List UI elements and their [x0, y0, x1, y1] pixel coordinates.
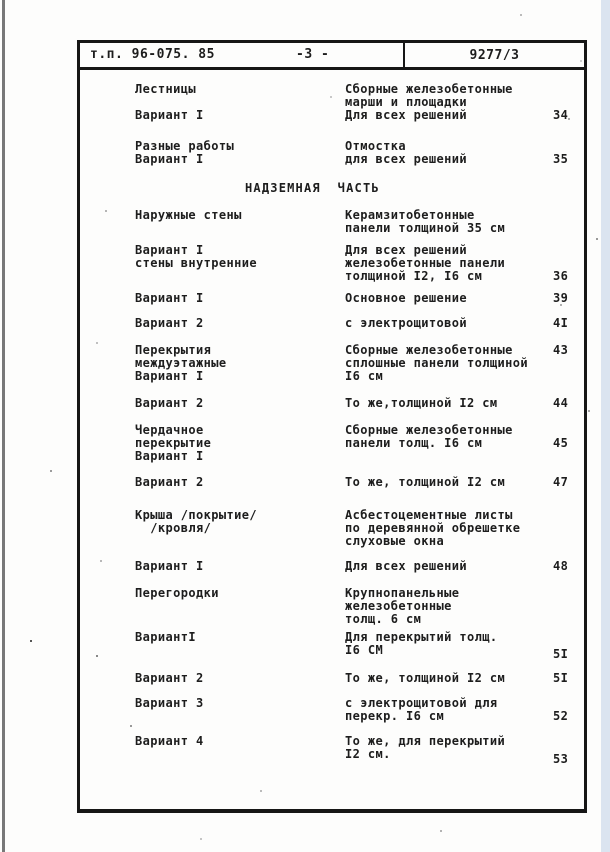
toc-item-page-number: 44	[553, 396, 569, 410]
toc-item-page-number: 5I	[553, 647, 569, 661]
toc-item-name-line: Разные работы	[135, 139, 235, 153]
toc-item-name	[135, 292, 345, 305]
toc-row	[135, 292, 584, 305]
toc-item-name-line: Вариант I	[135, 369, 204, 383]
toc-row	[135, 83, 584, 122]
document-frame	[77, 40, 587, 813]
toc-item-name	[135, 697, 345, 710]
toc-item-description-line: Для всех решений	[345, 243, 467, 257]
title-block-header	[80, 43, 584, 70]
toc-item-description	[345, 83, 553, 122]
toc-item-description	[345, 476, 553, 489]
toc-item-description	[345, 244, 553, 283]
toc-item-name-line: Вариант I	[135, 559, 204, 573]
toc-item-description-line: сплошные панели толщиной	[345, 356, 528, 370]
title-block-right-cell	[405, 43, 584, 67]
title-block-left-cell	[80, 43, 405, 67]
toc-row	[135, 631, 584, 661]
toc-item-name-line: Вариант I	[135, 291, 204, 305]
toc-row	[135, 476, 584, 489]
toc-item-page-number: 45	[553, 436, 569, 450]
toc-item-page-col	[553, 140, 600, 166]
toc-item-page-col	[553, 476, 600, 489]
toc-item-page-number: 47	[553, 475, 569, 489]
toc-item-page-number: 4I	[553, 316, 569, 330]
toc-item-description-line: Сборные железобетонные	[345, 82, 513, 96]
toc-item-description-line: Основное решение	[345, 291, 467, 305]
document-code: т.п. 96-075. 85	[90, 47, 215, 62]
toc-item-page-number: 34	[553, 108, 569, 122]
toc-item-page-col	[553, 244, 600, 283]
toc-item-name-line: Вариант 2	[135, 671, 204, 685]
toc-item-page-number: 35	[553, 152, 569, 166]
toc-item-name-line: Вариант I	[135, 108, 204, 122]
toc-item-description	[345, 672, 553, 685]
toc-item-description-line: марши и площадки	[345, 95, 467, 109]
toc-item-description-line: То же, для перекрытий	[345, 734, 506, 748]
toc-item-description-line: железобетонные панели	[345, 256, 506, 270]
scan-edge-line	[2, 0, 5, 852]
toc-item-description	[345, 424, 553, 450]
toc-item-page-number: 5I	[553, 671, 569, 685]
toc-item-description-line: панели толщиной 35 см	[345, 221, 506, 235]
toc-item-page-number: 48	[553, 559, 569, 573]
toc-item-description-line: Отмостка	[345, 139, 406, 153]
toc-item-name-line: Лестницы	[135, 82, 196, 96]
toc-item-page-col	[553, 83, 600, 122]
toc-item-page-col	[553, 292, 600, 305]
toc-item-description	[345, 317, 553, 330]
toc-item-page-col	[553, 631, 600, 661]
toc-item-description-line: железобетонные	[345, 599, 452, 613]
toc-item-name	[135, 424, 345, 463]
toc-item-name-line: стены внутренние	[135, 256, 257, 270]
toc-item-description-line: Сборные железобетонные	[345, 343, 513, 357]
toc-item-name	[135, 631, 345, 644]
toc-item-page-number: 43	[553, 343, 569, 357]
toc-item-name-line: Чердачное	[135, 423, 204, 437]
toc-item-description	[345, 631, 553, 657]
toc-row	[135, 317, 584, 330]
toc-item-name-line: Вариант I	[135, 449, 204, 463]
toc-item-description	[345, 344, 553, 383]
toc-item-description-line: для всех решений	[345, 152, 467, 166]
toc-row	[135, 560, 584, 573]
toc-item-name-line: Вариант 2	[135, 316, 204, 330]
toc-item-name-line: Крыша /покрытие/	[135, 508, 257, 522]
toc-item-page-col	[553, 697, 600, 723]
toc-item-description	[345, 735, 553, 761]
toc-item-description-line: Для всех решений	[345, 108, 467, 122]
toc-item-page-col	[553, 672, 600, 685]
toc-item-description-line: Асбестоцементные листы	[345, 508, 513, 522]
toc-item-page-col	[553, 560, 600, 573]
toc-item-description-line: То же,толщиной I2 см	[345, 396, 498, 410]
toc-item-name	[135, 140, 345, 166]
toc-item-name	[135, 735, 345, 748]
scan-noise	[0, 0, 2, 2]
toc-item-description-line: слуховые окна	[345, 534, 445, 548]
toc-row	[135, 140, 584, 166]
toc-item-name-line: перекрытие	[135, 436, 212, 450]
toc-row	[135, 209, 584, 235]
toc-item-description-line: перекр. I6 см	[345, 709, 445, 723]
toc-item-description-line: I6 см	[345, 369, 384, 383]
toc-row	[135, 397, 584, 410]
toc-item-name-line: Вариант 4	[135, 734, 204, 748]
toc-row	[135, 244, 584, 283]
toc-item-description-line: с электрощитовой для	[345, 696, 498, 710]
toc-item-name-line: Перекрытия	[135, 343, 212, 357]
toc-item-page-number: 53	[553, 752, 569, 766]
toc-item-name-line: Вариант I	[135, 152, 204, 166]
section-title: НАДЗЕМНАЯ ЧАСТЬ	[245, 181, 380, 195]
toc-item-page-col	[553, 317, 600, 330]
toc-item-description	[345, 509, 553, 548]
toc-item-name	[135, 244, 345, 270]
toc-item-name-line: Перегородки	[135, 586, 219, 600]
toc-item-description	[345, 697, 553, 723]
toc-item-description	[345, 560, 553, 573]
toc-item-description-line: панели толщ. I6 см	[345, 436, 483, 450]
toc-item-name-line: Вариант 2	[135, 475, 204, 489]
toc-item-page-col	[553, 735, 600, 766]
toc-item-name-line: междуэтажные	[135, 356, 227, 370]
toc-item-name-line: Вариант 2	[135, 396, 204, 410]
toc-item-name	[135, 83, 345, 122]
toc-item-description-line: Для всех решений	[345, 559, 467, 573]
toc-item-description-line: толщиной I2, I6 см	[345, 269, 483, 283]
page-number: -3 -	[296, 47, 330, 62]
toc-item-description-line: I2 см.	[345, 747, 391, 761]
toc-row	[135, 697, 584, 723]
toc-row	[135, 509, 584, 548]
toc-item-name-line: Вариант I	[135, 243, 204, 257]
toc-item-description-line: Керамзитобетонные	[345, 208, 475, 222]
toc-item-description-line: Для перекрытий толщ.	[345, 630, 498, 644]
toc-item-name-line: Наружные стены	[135, 208, 242, 222]
toc-row	[135, 344, 584, 383]
toc-row	[135, 672, 584, 685]
sheet-code: 9277/3	[469, 47, 520, 63]
toc-item-description-line: I6 СМ	[345, 643, 384, 657]
toc-item-name-line: /кровля/	[135, 521, 212, 535]
toc-item-name	[135, 476, 345, 489]
toc-item-name-line: Вариант 3	[135, 696, 204, 710]
toc-item-page-col	[553, 397, 600, 410]
toc-item-description-line: То же, толщиной I2 см	[345, 671, 506, 685]
scan-background-strip	[601, 0, 610, 852]
toc-item-page-col	[553, 344, 600, 357]
toc-item-name	[135, 587, 345, 600]
toc-row	[135, 735, 584, 766]
toc-item-description-line: То же, толщиной I2 см	[345, 475, 506, 489]
toc-item-page-number: 39	[553, 291, 569, 305]
toc-item-name	[135, 344, 345, 383]
table-of-contents	[80, 70, 584, 766]
toc-item-description-line: с электрощитовой	[345, 316, 467, 330]
toc-item-description	[345, 209, 553, 235]
toc-row	[135, 587, 584, 626]
toc-item-name	[135, 397, 345, 410]
toc-row	[135, 424, 584, 463]
toc-item-description-line: толщ. 6 см	[345, 612, 422, 626]
toc-item-name-line: ВариантI	[135, 630, 196, 644]
toc-item-description	[345, 587, 553, 626]
toc-item-description-line: Крупнопанельные	[345, 586, 460, 600]
toc-item-page-number: 52	[553, 709, 569, 723]
toc-item-name	[135, 672, 345, 685]
toc-item-name	[135, 209, 345, 222]
toc-item-page-col	[553, 424, 600, 450]
toc-item-description-line: Сборные железобетонные	[345, 423, 513, 437]
toc-item-name	[135, 317, 345, 330]
toc-item-description	[345, 292, 553, 305]
toc-item-description	[345, 140, 553, 166]
toc-item-description-line: по деревянной обрешетке	[345, 521, 521, 535]
toc-item-page-number: 36	[553, 269, 569, 283]
toc-item-name	[135, 560, 345, 573]
toc-item-name	[135, 509, 345, 535]
toc-item-description	[345, 397, 553, 410]
